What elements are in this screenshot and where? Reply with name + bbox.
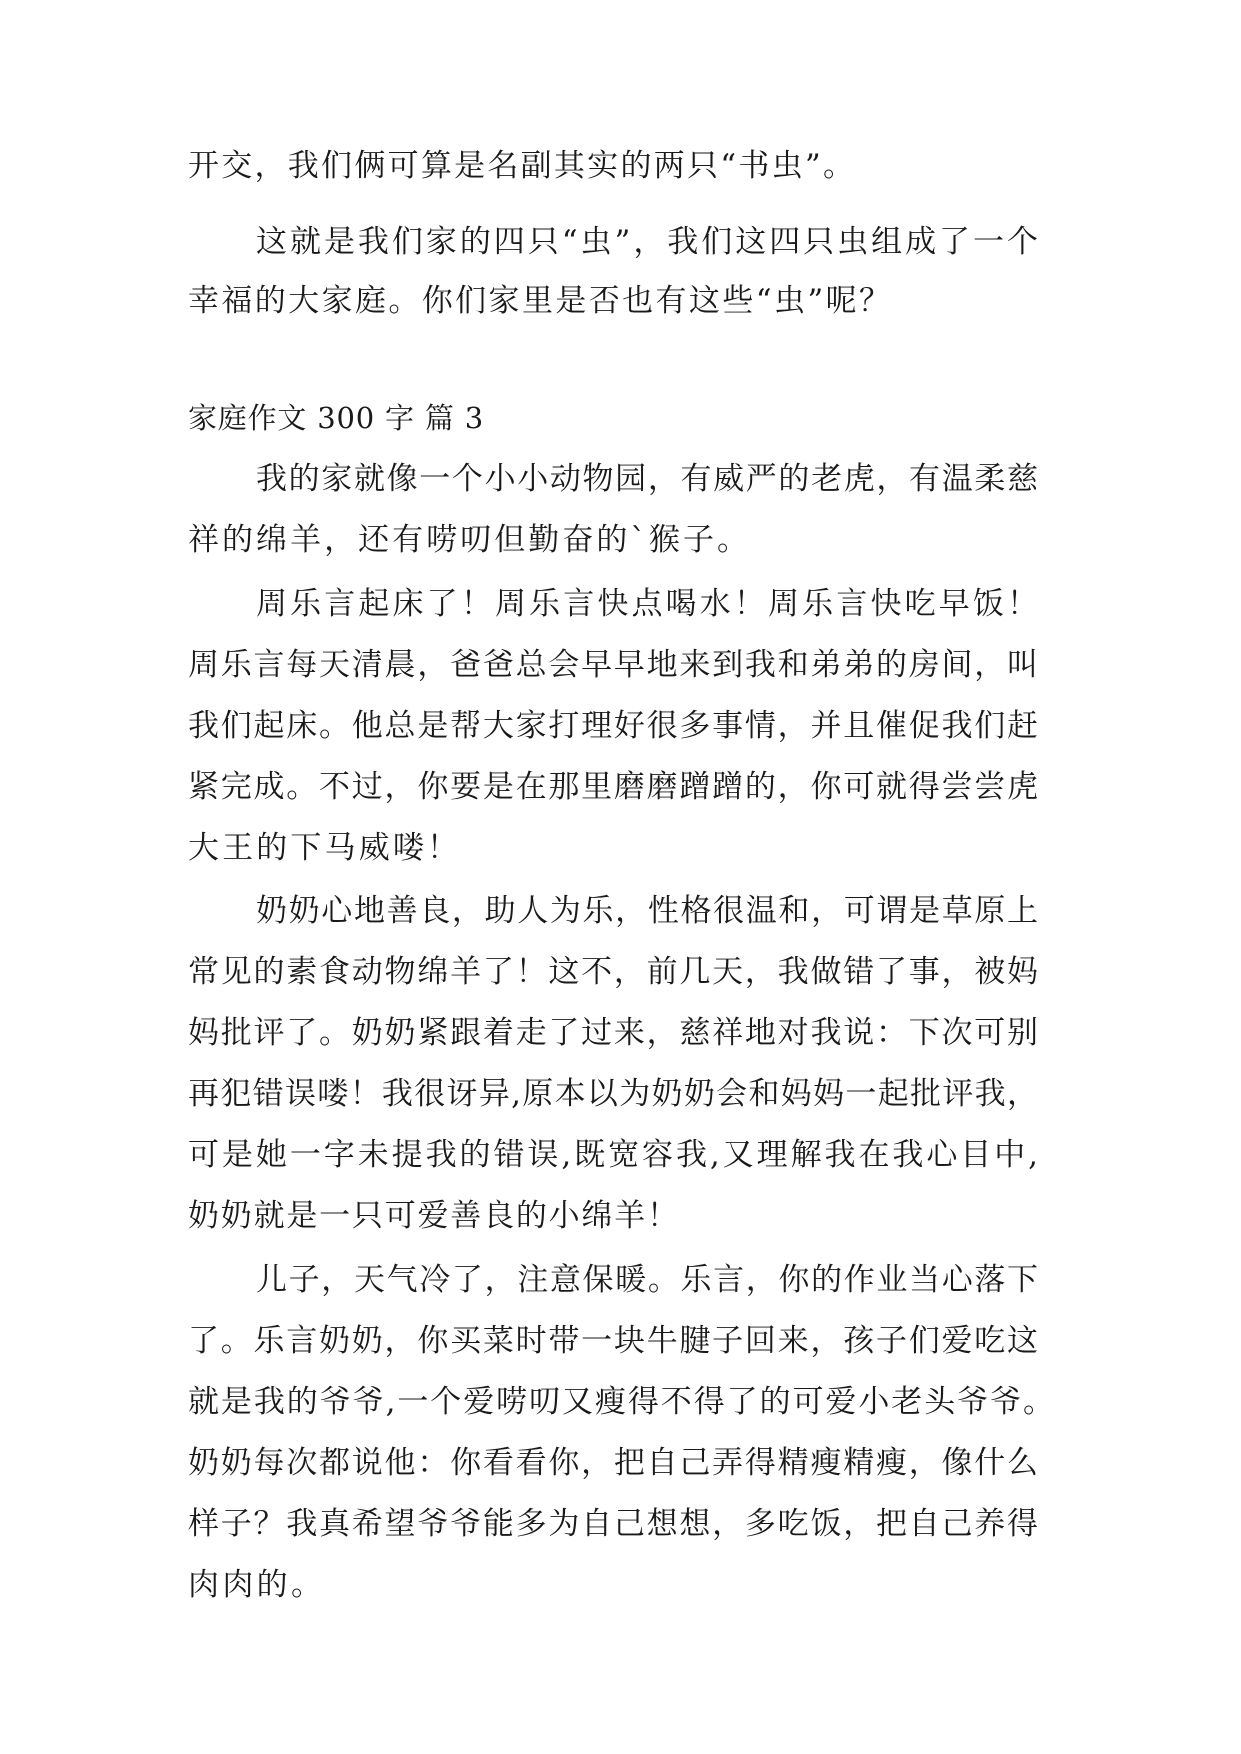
text-line-content: 肉肉的。 — [188, 1567, 326, 1603]
text-line — [0, 136, 1241, 196]
section-heading — [0, 388, 1241, 448]
text-line-content: 可是她一字未提我的错误,既宽容我,又理解我在我心目中, — [188, 1137, 1041, 1173]
paragraph-first-line — [0, 1250, 1241, 1310]
text-line-content: 奶奶就是一只可爱善良的小绵羊！ — [188, 1198, 680, 1234]
text-line — [0, 271, 1241, 331]
text-line — [0, 1064, 1241, 1124]
text-line-content: 这就是我们家的四只“虫”，我们这四只虫组成了一个 — [256, 224, 1041, 260]
text-line — [0, 1186, 1241, 1246]
paragraph-first-line — [0, 449, 1241, 509]
text-line-content: 奶奶每次都说他：你看看你，把自己弄得精瘦精瘦，像什么 — [188, 1445, 1040, 1481]
paragraph-first-line — [0, 881, 1241, 941]
text-line-content: 大王的下马威喽！ — [188, 830, 462, 866]
text-line-content: 再犯错误喽！我很讶异,原本以为奶奶会和妈妈一起批评我， — [188, 1076, 1040, 1112]
text-line — [0, 942, 1241, 1002]
text-line-content: 我的家就像一个小小动物园，有威严的老虎，有温柔慈 — [256, 461, 1040, 497]
paragraph-first-line — [0, 212, 1241, 272]
text-line — [0, 1125, 1241, 1185]
text-line — [0, 635, 1241, 695]
section-heading-text: 家庭作文 300 字 篇 3 — [188, 401, 484, 435]
text-line — [0, 1003, 1241, 1063]
text-line — [0, 1494, 1241, 1554]
text-line-content: 我们起床。他总是帮大家打理好很多事情，并且催促我们赶 — [188, 708, 1040, 744]
text-line — [0, 1311, 1241, 1371]
text-line — [0, 757, 1241, 817]
text-line-content: 周乐言起床了！周乐言快点喝水！周乐言快吃早饭！ — [256, 586, 1042, 622]
text-line — [0, 818, 1241, 878]
text-line-content: 开交，我们俩可算是名副其实的两只“书虫”。 — [188, 148, 857, 184]
text-line — [0, 1372, 1241, 1432]
text-line-content: 样子？我真希望爷爷能多为自己想想，多吃饭，把自己养得 — [188, 1506, 1040, 1542]
text-line-content: 儿子，天气冷了，注意保暖。乐言，你的作业当心落下 — [256, 1262, 1040, 1298]
text-line-content: 了。乐言奶奶，你买菜时带一块牛腱子回来，孩子们爱吃这 — [188, 1323, 1040, 1359]
text-line-content: 祥的绵羊，还有唠叨但勤奋的`猴子。 — [188, 522, 752, 558]
text-line-content: 紧完成。不过，你要是在那里磨磨蹭蹭的，你可就得尝尝虎 — [188, 769, 1040, 805]
text-line-content: 幸福的大家庭。你们家里是否也有这些“虫”呢？ — [188, 283, 893, 319]
text-line-content: 妈批评了。奶奶紧跟着走了过来，慈祥地对我说：下次可别 — [188, 1015, 1040, 1051]
text-line — [0, 696, 1241, 756]
paragraph-first-line — [0, 574, 1241, 634]
text-line-content: 奶奶心地善良，助人为乐，性格很温和，可谓是草原上 — [256, 893, 1040, 929]
text-line-content: 周乐言每天清晨，爸爸总会早早地来到我和弟弟的房间，叫 — [188, 647, 1040, 683]
text-line — [0, 1433, 1241, 1493]
text-line — [0, 510, 1241, 570]
text-line — [0, 1555, 1241, 1615]
text-line-content: 就是我的爷爷,一个爱唠叨又瘦得不得了的可爱小老头爷爷。 — [188, 1384, 1056, 1420]
text-line-content: 常见的素食动物绵羊了！这不，前几天，我做错了事，被妈 — [188, 954, 1040, 990]
